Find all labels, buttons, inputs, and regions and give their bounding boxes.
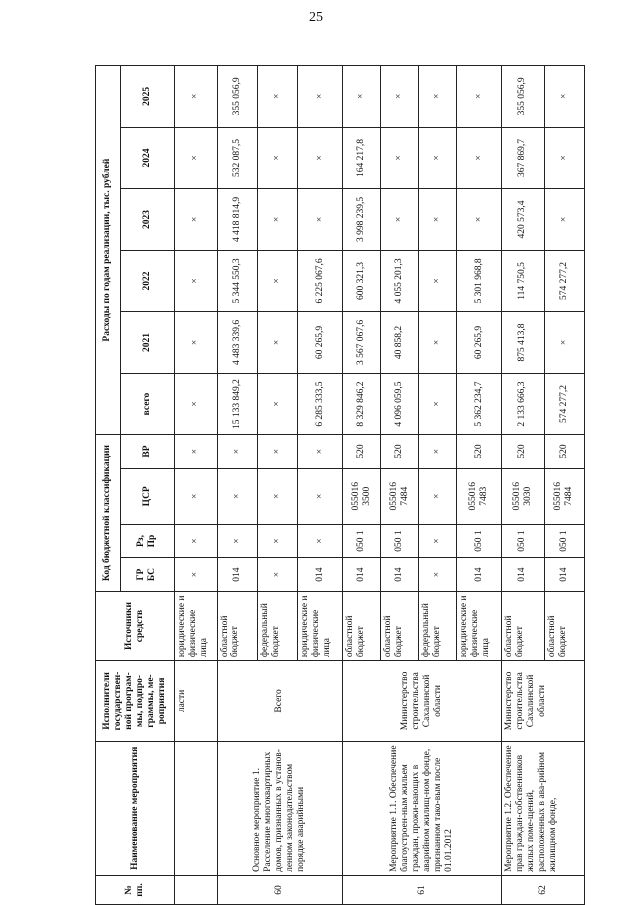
row-2023: × — [257, 189, 297, 251]
row-gr: 014 — [457, 558, 502, 592]
row-csr: × — [257, 468, 297, 524]
rotated-table-container — [95, 65, 585, 905]
row-2025: × — [457, 66, 502, 128]
row-csr: 055016 7484 — [544, 468, 584, 524]
row-2023: 4 418 814,9 — [217, 189, 257, 251]
row-2021: 60 265,9 — [457, 312, 502, 374]
row-csr: × — [298, 468, 343, 524]
row-source: областной бюджет — [502, 591, 545, 660]
header-year: 2021 — [120, 312, 174, 374]
row-2021: × — [257, 312, 297, 374]
row-2022: 600 321,3 — [342, 250, 380, 312]
row-2022: 5 344 550,3 — [217, 250, 257, 312]
header-gr-bs: ГР БС — [120, 558, 174, 592]
row-rz: 050 1 — [381, 524, 419, 558]
row-2025: × — [381, 66, 419, 128]
row-source: областной бюджет — [342, 591, 380, 660]
row-source: областной бюджет — [217, 591, 257, 660]
row-2023: × — [457, 189, 502, 251]
row-rz: × — [175, 524, 218, 558]
row-2021: 3 567 067,6 — [342, 312, 380, 374]
row-name: Мероприятие 1.2. Обеспечение прав граждан-собственников жилых поме-щений, расположенных в ава-рийном жилищном фонде, — [502, 741, 585, 875]
row-2022: 6 225 067,6 — [298, 250, 343, 312]
row-total: × — [257, 373, 297, 435]
row-csr: 055016 3500 — [342, 468, 380, 524]
row-csr: × — [419, 468, 457, 524]
row-name — [175, 741, 218, 875]
header-total: всего — [120, 373, 174, 435]
header-vr: ВР — [120, 435, 174, 469]
row-source: областной бюджет — [381, 591, 419, 660]
row-2025: × — [175, 66, 218, 128]
row-vr: × — [175, 435, 218, 469]
row-source: федеральный бюджет — [419, 591, 457, 660]
table-row — [217, 66, 257, 905]
page-number: 25 — [309, 10, 323, 25]
row-2023: 3 998 239,5 — [342, 189, 380, 251]
expenses-table — [95, 65, 585, 905]
header-year: 2024 — [120, 127, 174, 189]
row-rz: × — [419, 524, 457, 558]
row-2022: × — [419, 250, 457, 312]
row-2025: 355 056,9 — [217, 66, 257, 128]
table-row — [342, 66, 380, 905]
row-no: 61 — [342, 875, 501, 904]
row-2023: × — [175, 189, 218, 251]
row-vr: 520 — [457, 435, 502, 469]
header-no: № пп. — [96, 875, 175, 904]
row-vr: 520 — [342, 435, 380, 469]
row-2024: × — [457, 127, 502, 189]
row-gr: 014 — [217, 558, 257, 592]
row-2021: 40 858,2 — [381, 312, 419, 374]
row-2022: × — [257, 250, 297, 312]
row-vr: × — [257, 435, 297, 469]
row-2025: × — [298, 66, 343, 128]
row-2021: 4 483 339,6 — [217, 312, 257, 374]
row-2021: × — [544, 312, 584, 374]
row-vr: 520 — [381, 435, 419, 469]
row-2024: × — [419, 127, 457, 189]
row-2024: × — [175, 127, 218, 189]
header-year: 2023 — [120, 189, 174, 251]
row-2023: × — [544, 189, 584, 251]
row-rz: 050 1 — [457, 524, 502, 558]
row-2024: × — [381, 127, 419, 189]
row-name: Основное мероприятие 1. Расселение многоквартирных домов, признанных в установ-ленном законодательством порядке аварийными — [217, 741, 342, 875]
row-executor: ласти — [175, 661, 218, 742]
row-executor: Министерство строительства Сахалинской области — [342, 661, 501, 742]
row-total: 6 285 333,5 — [298, 373, 343, 435]
row-no: 62 — [502, 875, 585, 904]
row-2023: 420 573,4 — [502, 189, 545, 251]
row-source: юридические и физические лица — [457, 591, 502, 660]
row-gr: 014 — [381, 558, 419, 592]
row-gr: 014 — [298, 558, 343, 592]
row-2021: 875 413,8 — [502, 312, 545, 374]
row-csr: 055016 3030 — [502, 468, 545, 524]
row-total: 2 133 666,3 — [502, 373, 545, 435]
row-gr: 014 — [544, 558, 584, 592]
row-2022: 5 301 968,8 — [457, 250, 502, 312]
row-vr: 520 — [502, 435, 545, 469]
row-csr: × — [175, 468, 218, 524]
row-2022: 574 277,2 — [544, 250, 584, 312]
row-gr: × — [419, 558, 457, 592]
row-gr: 014 — [502, 558, 545, 592]
header-name: Наименование мероприятия — [96, 741, 175, 875]
row-executor: Министерство строительства Сахалинской области — [502, 661, 585, 742]
row-executor: Всего — [217, 661, 342, 742]
row-vr: 520 — [544, 435, 584, 469]
row-vr: × — [419, 435, 457, 469]
row-source: федеральный бюджет — [257, 591, 297, 660]
row-2021: 60 265,9 — [298, 312, 343, 374]
table-row — [502, 66, 545, 905]
row-total: 15 133 849,2 — [217, 373, 257, 435]
row-2023: × — [381, 189, 419, 251]
row-rz: × — [298, 524, 343, 558]
row-vr: × — [298, 435, 343, 469]
row-2024: × — [544, 127, 584, 189]
row-2024: 367 869,7 — [502, 127, 545, 189]
row-csr: 055016 7483 — [457, 468, 502, 524]
row-total: 8 329 846,2 — [342, 373, 380, 435]
row-2024: × — [298, 127, 343, 189]
row-2023: × — [419, 189, 457, 251]
row-csr: 055016 7484 — [381, 468, 419, 524]
row-2023: × — [298, 189, 343, 251]
row-rz: × — [217, 524, 257, 558]
row-2022: 114 750,5 — [502, 250, 545, 312]
row-rz: × — [257, 524, 297, 558]
row-2024: 532 087,5 — [217, 127, 257, 189]
row-2021: × — [175, 312, 218, 374]
header-year: 2022 — [120, 250, 174, 312]
row-rz: 050 1 — [502, 524, 545, 558]
row-no — [175, 875, 218, 904]
row-2025: × — [419, 66, 457, 128]
row-no: 60 — [217, 875, 342, 904]
row-source: юридические и физические лица — [175, 591, 218, 660]
header-sources: Источники средств — [96, 591, 175, 660]
row-total: × — [175, 373, 218, 435]
header-budget-code: Код бюджетной классификации — [96, 435, 121, 592]
row-total: 5 362 234,7 — [457, 373, 502, 435]
table-row — [175, 66, 218, 905]
row-rz: 050 1 — [342, 524, 380, 558]
row-2025: × — [544, 66, 584, 128]
row-gr: × — [257, 558, 297, 592]
header-executor: Исполнители государствен-ной програм-мы, подпро-граммы, ме-роприятия — [96, 661, 175, 742]
row-2022: × — [175, 250, 218, 312]
row-gr: × — [175, 558, 218, 592]
row-total: 4 096 059,5 — [381, 373, 419, 435]
row-csr: × — [217, 468, 257, 524]
row-gr: 014 — [342, 558, 380, 592]
row-source: юридические и физические лица — [298, 591, 343, 660]
header-rz-pr: Рз, Пр — [120, 524, 174, 558]
row-name: Мероприятие 1.1. Обеспечение благоустроен-ным жильем граждан, прожи-вающих в аварийном жилищ-ном фонде, признанном тако-вым после 01.01.2012 — [342, 741, 501, 875]
row-rz: 050 1 — [544, 524, 584, 558]
row-vr: × — [217, 435, 257, 469]
row-total: × — [419, 373, 457, 435]
row-2024: 164 217,8 — [342, 127, 380, 189]
row-2025: × — [342, 66, 380, 128]
header-csr: ЦСР — [120, 468, 174, 524]
row-total: 574 277,2 — [544, 373, 584, 435]
header-expenses: Расходы по годам реализации, тыс. рублей — [96, 66, 121, 435]
row-2021: × — [419, 312, 457, 374]
row-2025: × — [257, 66, 297, 128]
row-2025: 355 056,9 — [502, 66, 545, 128]
header-year: 2025 — [120, 66, 174, 128]
row-source: областной бюджет — [544, 591, 584, 660]
row-2024: × — [257, 127, 297, 189]
row-2022: 4 055 201,3 — [381, 250, 419, 312]
